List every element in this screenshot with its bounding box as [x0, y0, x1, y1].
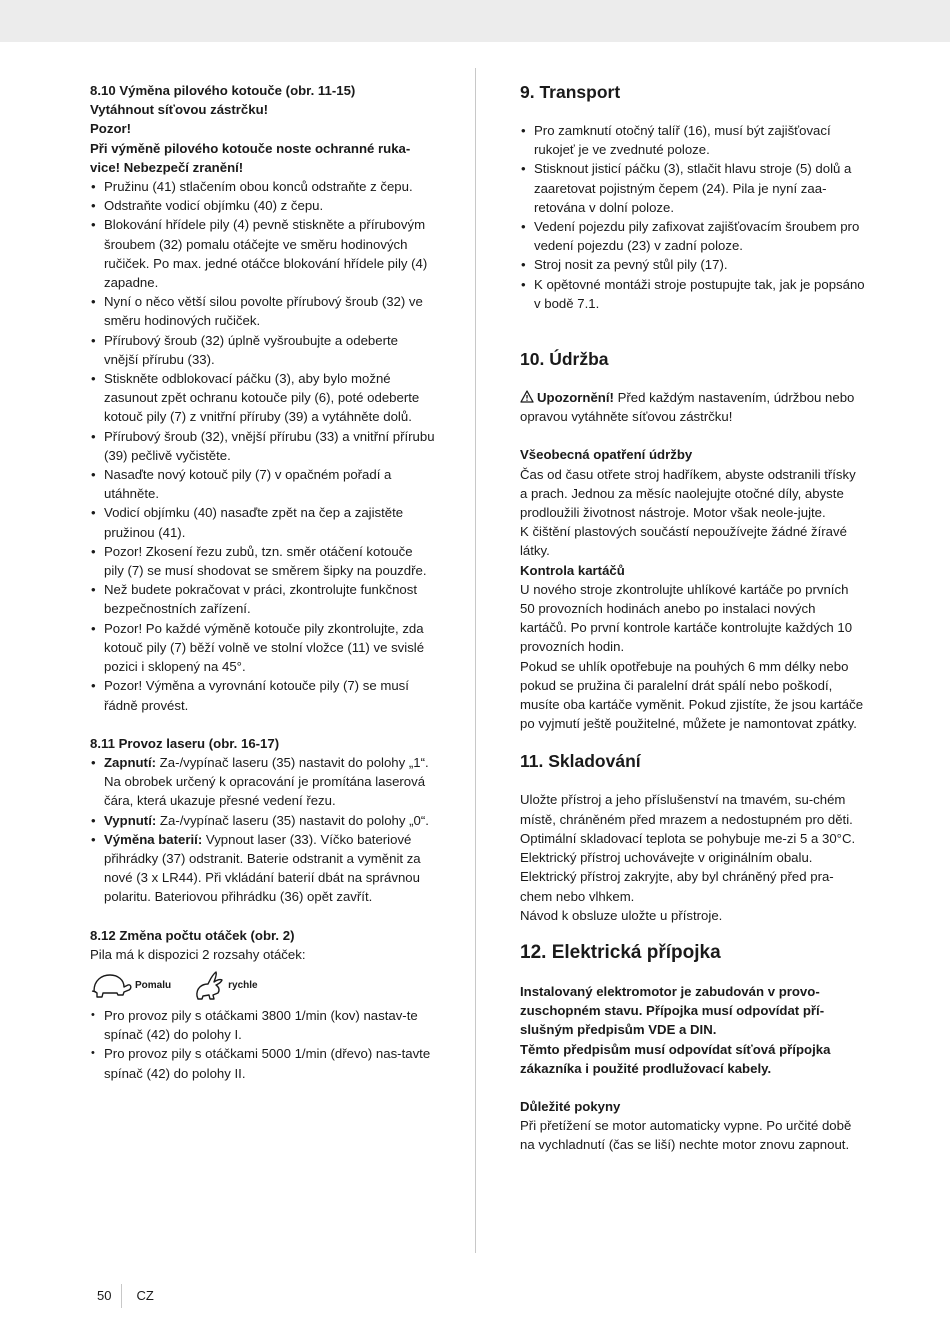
- section-8-12-list: [90, 1006, 435, 1083]
- paragraph: K čištění plastových součástí nepoužívejte žádné žíravé látky.: [520, 524, 847, 559]
- list-item: • Pro zamknutí otočný talíř (16), musí být zajišťovací rukojeť je ve zvednuté poloze.: [520, 121, 865, 159]
- list-item: • Pružinu (41) stlačením obou konců odstraňte z čepu.: [90, 177, 435, 196]
- section-8-12-intro: Pila má k dispozici 2 rozsahy otáček:: [90, 946, 306, 962]
- page-number: 50: [97, 1288, 112, 1304]
- list-item: • Stiskněte odblokovací páčku (3), aby bylo možné zasunout zpět ochranu kotouče pily (6), poté odeberte kotouč pily (7) z vnitřní příruby (39) a vytáhněte dolů.: [90, 369, 435, 427]
- list-item: • Přírubový šroub (32) úplně vyšroubujte a odeberte vnější přírubu (33).: [90, 331, 435, 369]
- section-10-title: 10. Údržba: [520, 349, 609, 370]
- paragraph: Pokud se uhlík opotřebuje na pouhých 6 mm délky nebo pokud se pružina či paralelní drát spálí nebo poškodí, musíte oba kartáče vyměnit. Pokud zjistíte, že jsou kartáče po vyjmutí ještě použitelné, můžete je namontovat zpátky.: [520, 658, 864, 732]
- paragraph: Při přetížení se motor automaticky vypne. Po určité době na vychladnutí (čas se liší) nechte motor znovu zapnout.: [520, 1118, 852, 1153]
- list-item: • Než budete pokračovat v práci, zkontrolujte funkčnost bezpečnostních zařízení.: [90, 580, 435, 618]
- warning-text: Před každým nastavením, údržbou nebo opravou vytáhněte síťovou zástrčku!: [520, 390, 855, 425]
- warning-label: Upozornění!: [537, 390, 614, 406]
- list-item-label: Vypnutí:: [104, 812, 157, 828]
- section-12-title: 12. Elektrická přípojka: [520, 941, 721, 963]
- list-item: • Pozor! Výměna a vyrovnání kotouče pily (7) se musí řádně provést.: [90, 676, 435, 714]
- list-item: • Pro provoz pily s otáčkami 3800 1/min (kov) nastav-te spínač (42) do polohy I.: [90, 1006, 435, 1044]
- right-column: [520, 81, 865, 1155]
- warning-icon: [520, 390, 534, 403]
- rabbit-icon: [193, 970, 225, 1002]
- list-item-text: Za-/vypínač laseru (35) nastavit do polohy „0“.: [156, 812, 429, 828]
- section-8-11-list: [90, 753, 435, 907]
- maintenance-subtitle: Všeobecná opatření údržby: [520, 447, 693, 463]
- list-item: • Stisknout jisticí páčku (3), stlačit hlavu stroje (5) dolů a zaaretovat pojistným čepem (24). Pila je nyní zaa-retována v dolní poloze.: [520, 159, 865, 217]
- paragraph: Elektrický přístroj uchovávejte v originálním obalu.: [520, 850, 813, 866]
- warning-paragraph: [520, 388, 865, 426]
- paragraph: Těmto předpisům musí odpovídat síťová přípojka zákazníka i použité prodlužovací kabely.: [520, 1041, 831, 1076]
- language-code: CZ: [136, 1288, 154, 1304]
- speed-icons-row: [90, 968, 435, 1004]
- list-item: [90, 753, 435, 811]
- column-divider: [475, 68, 476, 1253]
- turtle-icon: [90, 971, 132, 1001]
- paragraph: Elektrický přístroj zakryjte, aby byl chráněný před pra-chem nebo vlhkem.: [520, 869, 834, 904]
- section-8-11-title: 8.11 Provoz laseru (obr. 16-17): [90, 735, 280, 751]
- page-footer: [97, 1284, 154, 1308]
- section-8-10-line4: Při výměně pilového kotouče noste ochranné ruka-vice! Nebezpečí zranění!: [90, 140, 411, 175]
- list-item: • Vedení pojezdu pily zafixovat zajišťovacím šroubem pro vedení pojezdu (23) v zadní poloze.: [520, 217, 865, 255]
- list-item: • Přírubový šroub (32), vnější přírubu (33) a vnitřní přírubu (39) pečlivě vyčistěte.: [90, 427, 435, 465]
- list-item: [90, 830, 435, 907]
- section-8-10-line2: Vytáhnout síťovou zástrčku!: [90, 102, 269, 118]
- paragraph: Uložte přístroj a jeho příslušenství na tmavém, su-chém místě, chráněném před mrazem a nedostupném pro děti. Optimální skladovací teplota se pohybuje me-zi 5 a 30°C.: [520, 792, 856, 846]
- list-item: • Pro provoz pily s otáčkami 5000 1/min (dřevo) nas-tavte spínač (42) do polohy II.: [90, 1044, 435, 1082]
- list-item: • Stroj nosit za pevný stůl pily (17).: [520, 255, 865, 274]
- list-item: • K opětovné montáži stroje postupujte tak, jak je popsáno v bodě 7.1.: [520, 275, 865, 313]
- speed-fast-label: rychle: [228, 980, 258, 992]
- section-8-10-title: 8.10 Výměna pilového kotouče (obr. 11-15): [90, 83, 356, 98]
- list-item-text: Za-/vypínač laseru (35) nastavit do polohy „1“. Na obrobek určený k opracování je promítána laserová čára, která ukazuje přesné vedení řezu.: [104, 754, 429, 809]
- section-8-10-list: [90, 177, 435, 715]
- brush-check-subtitle: Kontrola kartáčů: [520, 562, 625, 578]
- list-item: • Nyní o něco větší silou povolte přírubový šroub (32) ve směru hodinových ručiček.: [90, 292, 435, 330]
- list-item-label: Výměna baterií:: [104, 831, 203, 847]
- list-item: • Nasaďte nový kotouč pily (7) v opačném pořadí a utáhněte.: [90, 465, 435, 503]
- paragraph: Instalovaný elektromotor je zabudován v provo-zuschopném stavu. Přípojka musí odpovídat pří-slušným předpisům VDE a DIN.: [520, 983, 825, 1038]
- list-item-text: Vypnout laser (33). Víčko bateriové přihrádky (37) odstranit. Baterie odstranit a vyměnit za nové (3 x LR44). Při vkládání baterií dbát na správnou polaritu. Bateriovou přihrádku (36) opět zavřít.: [104, 831, 421, 905]
- paragraph: Čas od času otřete stroj hadříkem, abyste odstranili třísky a prach. Jednou za měsíc naolejujte otočné díly, abyste prodloužili životnost nástroje. Motor však neole-jujte.: [520, 466, 856, 521]
- list-item: • Pozor! Po každé výměně kotouče pily zkontrolujte, zda kotouč pily (7) běží volně ve stolní vložce (11) ve svislé pozici i sklopený na 45°.: [90, 619, 435, 677]
- section-8-10-line3: Pozor!: [90, 121, 132, 137]
- speed-slow-label: Pomalu: [135, 980, 172, 992]
- section-9-list: [520, 121, 865, 313]
- list-item: • Pozor! Zkosení řezu zubů, tzn. směr otáčení kotouče pily (7) se musí shodovat se směrem šipky na pouzdře.: [90, 542, 435, 580]
- top-bar: [0, 0, 950, 42]
- paragraph: Návod k obsluze uložte u přístroje.: [520, 907, 723, 923]
- list-item: • Vodicí objímku (40) nasaďte zpět na čep a zajistěte pružinou (41).: [90, 503, 435, 541]
- list-item: • Blokování hřídele pily (4) pevně stiskněte a přírubovým šroubem (32) pomalu otáčejte ve směru hodinových ručiček. Po max. jedné otáčce blokování hřídele pily (4) zapadne.: [90, 215, 435, 292]
- important-notes-subtitle: Důležité pokyny: [520, 1098, 621, 1114]
- section-9-title: 9. Transport: [520, 82, 621, 102]
- list-item: • Odstraňte vodicí objímku (40) z čepu.: [90, 196, 435, 215]
- list-item: [90, 811, 435, 830]
- section-11-title: 11. Skladování: [520, 751, 641, 772]
- list-item-label: Zapnutí:: [104, 754, 157, 770]
- left-column: [90, 81, 435, 1083]
- section-8-12-title: 8.12 Změna počtu otáček (obr. 2): [90, 927, 295, 943]
- paragraph: U nového stroje zkontrolujte uhlíkové kartáče po prvních 50 provozních hodinách anebo po instalaci nových kartáčů. Po první kontrole kartáče kontrolujte každých 10 provozních hodin.: [520, 581, 853, 655]
